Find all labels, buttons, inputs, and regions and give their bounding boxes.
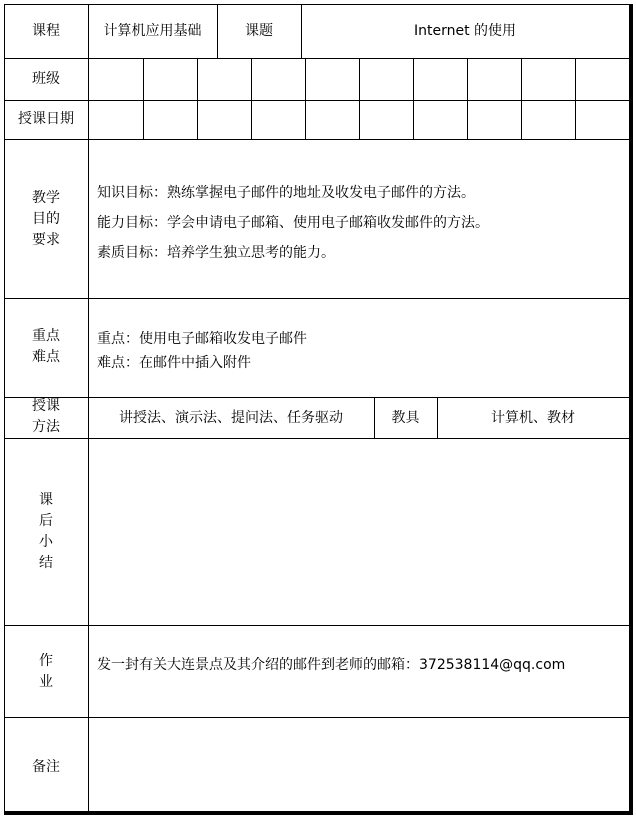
- homework-label: 作 业: [39, 653, 53, 690]
- grid-line: [4, 625, 630, 626]
- class-label: 班级: [32, 71, 60, 87]
- tools-value: 计算机、教材: [491, 410, 575, 426]
- grid-line: [4, 438, 630, 439]
- goal-ability: 能力目标：学会申请电子邮箱、使用电子邮箱收发邮件的方法。: [97, 215, 489, 231]
- course-label: 课程: [32, 23, 60, 39]
- keypoint-difficulty: 难点：在邮件中插入附件: [97, 355, 251, 371]
- goals-label: 教学 目的 要求: [32, 190, 60, 248]
- grid-line: [4, 139, 630, 140]
- topic-label: 课题: [245, 23, 273, 39]
- grid-line: [4, 58, 630, 59]
- homework-value: 发一封有关大连景点及其介绍的邮件到老师的邮箱：372538114@qq.com: [97, 657, 566, 673]
- summary-label: 课 后 小 结: [39, 492, 53, 571]
- grid-line: [251, 58, 252, 139]
- grid-line: [629, 4, 630, 812]
- method-value: 讲授法、演示法、提问法、任务驱动: [119, 410, 343, 426]
- grid-line: [4, 397, 630, 398]
- remarks-label: 备注: [32, 759, 60, 775]
- grid-line: [4, 4, 630, 5]
- grid-line: [4, 811, 630, 812]
- grid-line: [4, 717, 630, 718]
- grid-line: [467, 58, 468, 139]
- grid-line: [413, 58, 414, 139]
- grid-line: [4, 100, 630, 101]
- tools-label: 教具: [391, 410, 420, 426]
- border-shadow-bottom: [4, 812, 633, 815]
- date-label: 授课日期: [18, 111, 74, 127]
- keypoints-label: 重点 难点: [32, 328, 60, 365]
- goal-knowledge: 知识目标：熟练掌握电子邮件的地址及收发电子邮件的方法。: [97, 185, 475, 201]
- grid-line: [4, 298, 630, 299]
- grid-line: [197, 58, 198, 139]
- border-shadow-right: [630, 4, 633, 815]
- grid-line: [359, 58, 360, 139]
- course-value: 计算机应用基础: [103, 23, 202, 39]
- grid-line: [521, 58, 522, 139]
- grid-line: [88, 4, 89, 812]
- topic-value: Internet 的使用: [413, 23, 517, 39]
- keypoint-focus: 重点：使用电子邮箱收发电子邮件: [97, 331, 307, 347]
- grid-line: [143, 58, 144, 139]
- goal-quality: 素质目标：培养学生独立思考的能力。: [97, 245, 335, 261]
- method-label: 授课 方法: [32, 398, 60, 435]
- grid-line: [305, 58, 306, 139]
- grid-line: [575, 58, 576, 139]
